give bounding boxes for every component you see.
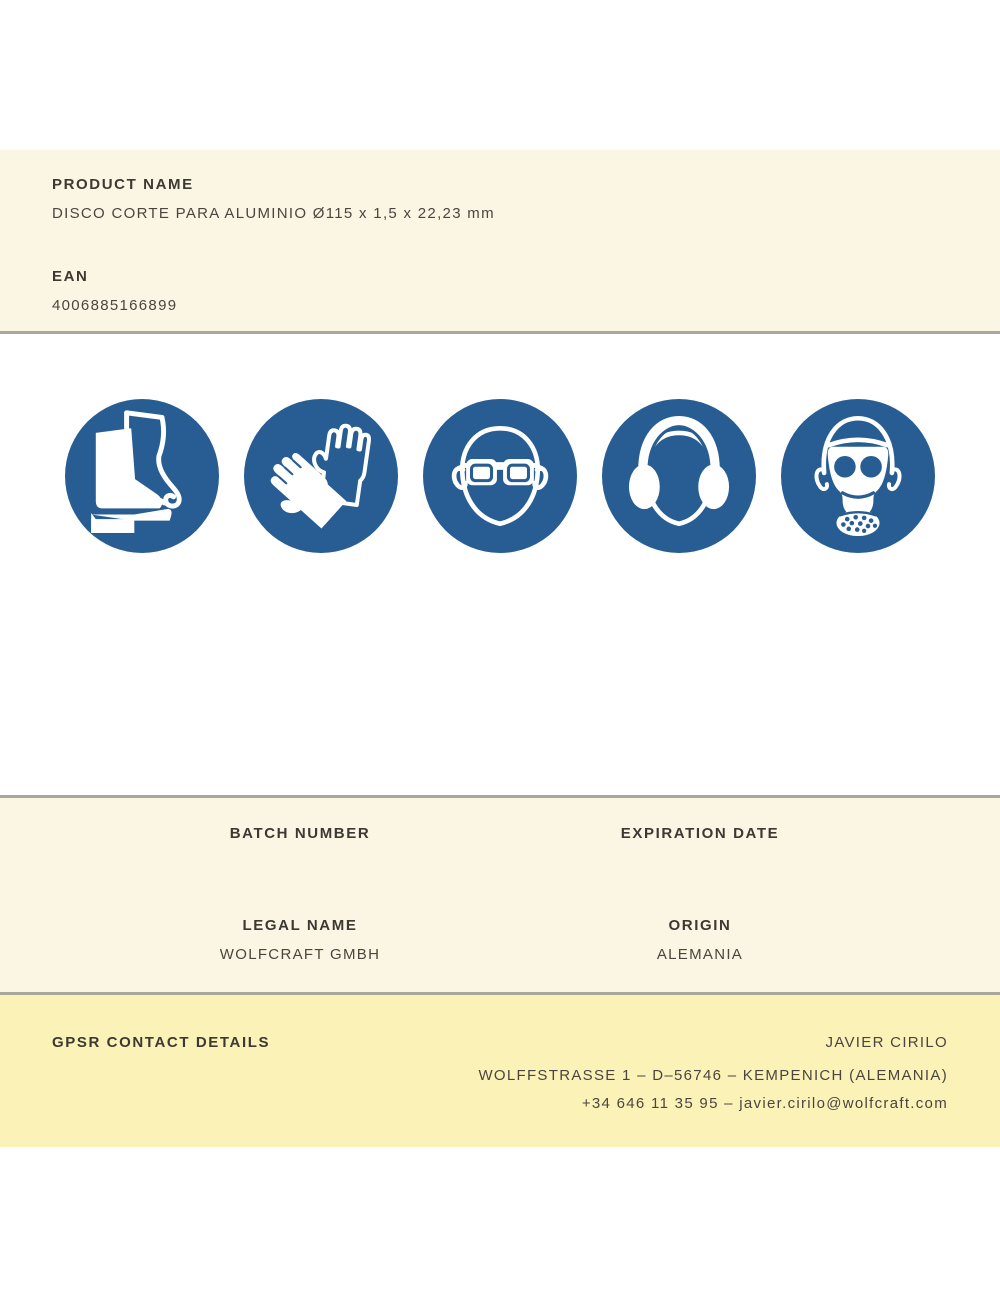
product-name-label: PRODUCT NAME	[52, 176, 194, 193]
details-section	[0, 795, 1000, 995]
origin-label: ORIGIN	[668, 917, 732, 934]
safety-icons-row	[0, 399, 1000, 553]
wear-safety-footwear-icon	[65, 399, 219, 553]
gpsr-contact-name: JAVIER CIRILO	[825, 1034, 948, 1051]
details-grid	[100, 826, 900, 963]
gpsr-contact-section	[0, 995, 1000, 1147]
wear-respiratory-protection-icon	[781, 399, 935, 553]
gpsr-contact-address: WOLFFSTRASSE 1 – D–56746 – KEMPENICH (ALEMANIA)	[478, 1067, 948, 1084]
expiration-date-value	[500, 855, 900, 871]
product-name-value: DISCO CORTE PARA ALUMINIO Ø115 x 1,5 x 22,23 mm	[52, 205, 495, 222]
wear-protective-gloves-icon	[244, 399, 398, 553]
legal-name-label: LEGAL NAME	[242, 917, 358, 934]
expiration-date-field	[500, 826, 900, 871]
gpsr-contact-block	[478, 1035, 948, 1118]
ean-block	[52, 269, 948, 314]
gpsr-contact-label: GPSR CONTACT DETAILS	[52, 1034, 271, 1051]
batch-number-value	[100, 855, 500, 871]
gpsr-contact-phone-email: +34 646 11 35 95 – javier.cirilo@wolfcraft.com	[581, 1095, 948, 1112]
batch-number-field	[100, 826, 500, 871]
origin-field	[500, 918, 900, 963]
legal-name-field	[100, 918, 500, 963]
wear-eye-protection-icon	[423, 399, 577, 553]
origin-value: ALEMANIA	[656, 946, 744, 963]
legal-name-value: WOLFCRAFT GMBH	[219, 946, 381, 963]
ean-value: 4006885166899	[52, 297, 178, 314]
wear-ear-protection-icon	[602, 399, 756, 553]
product-info-section	[0, 150, 1000, 334]
ean-label: EAN	[52, 268, 89, 285]
expiration-date-label: EXPIRATION DATE	[620, 825, 780, 842]
batch-number-label: BATCH NUMBER	[229, 825, 371, 842]
